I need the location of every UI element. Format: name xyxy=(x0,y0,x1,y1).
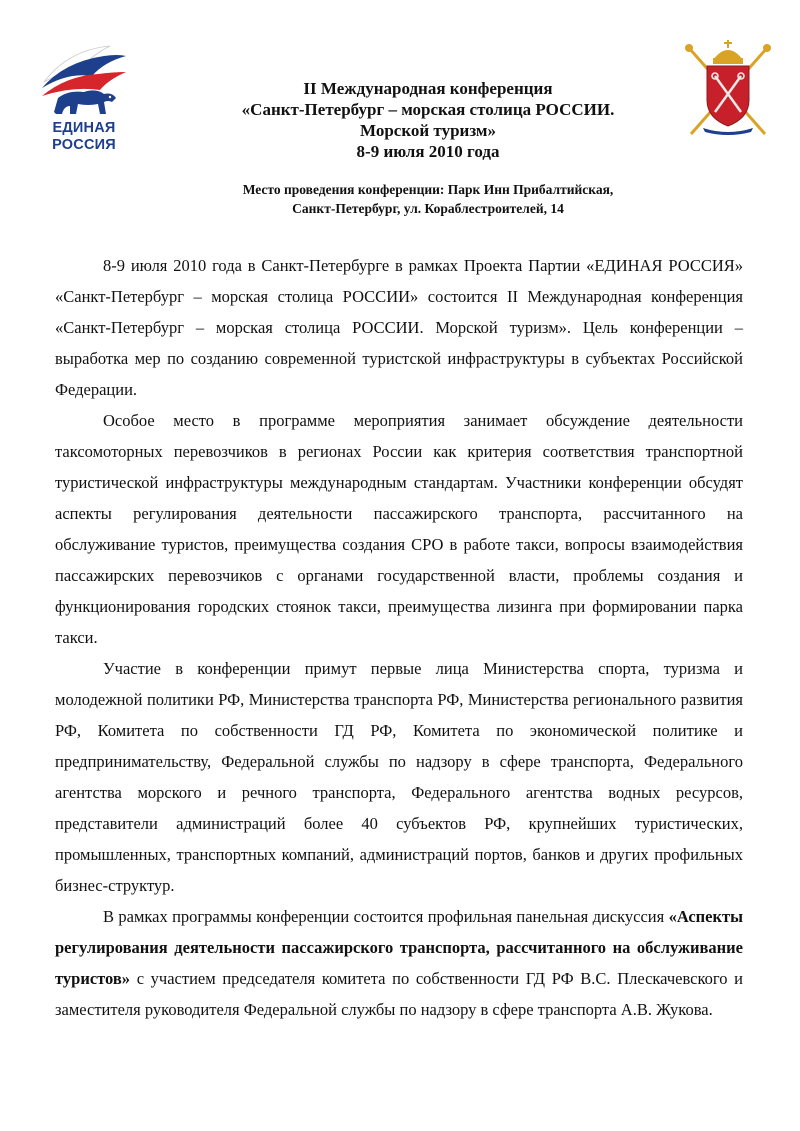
paragraph-4-start: В рамках программы конференции состоится профильная панельная дискуссия xyxy=(103,907,669,926)
paragraph-4-bold: «Аспекты регулирования деятельности пассажирского транспорта, рассчитанного на обслуживание туристов» xyxy=(55,907,743,988)
paragraph-4 xyxy=(55,901,743,1025)
title-line-2: «Санкт-Петербург – морская столица РОССИИ. xyxy=(241,100,615,119)
venue-info xyxy=(150,180,706,218)
paragraph-1: 8-9 июля 2010 года в Санкт-Петербурге в рамках Проекта Партии «ЕДИНАЯ РОССИЯ» «Санкт-Петербург – морская столица РОССИИ» состоится II Международная конференция «Санкт-Петербург – морская столица РОССИИ. Морской туризм». Цель конференции – выработка мер по созданию современной туристской инфраструктуры в субъектах Российской Федерации. xyxy=(55,256,743,399)
paragraph-4-end: с участием председателя комитета по собственности ГД РФ В.С. Плескачевского и заместителя руководителя Федеральной службы по надзору в сфере транспорта А.В. Жукова. xyxy=(55,969,743,1019)
title-line-1: II Международная конференция xyxy=(303,79,553,98)
title-line-4: 8-9 июля 2010 года xyxy=(356,142,500,161)
venue-line-2: Санкт-Петербург, ул. Кораблестроителей, 14 xyxy=(292,201,564,216)
paragraph-3: Участие в конференции примут первые лица Министерства спорта, туризма и молодежной политики РФ, Министерства транспорта РФ, Министерства регионального развития РФ, Комитета по собственности ГД РФ, Комитета по экономической политике и предпринимательству, Федеральной службы по надзору в сфере транспорта, Федерального агентства морского и речного транспорта, Федерального агентства водных ресурсов, представители администраций более 40 субъектов РФ, крупнейших туристических, промышленных, транспортных компаний, администраций портов, банков и других профильных бизнес-структур. xyxy=(55,659,743,895)
venue-line-1: Место проведения конференции: Парк Инн Прибалтийская, xyxy=(242,182,614,197)
body-text xyxy=(55,250,743,1025)
title-line-3: Морской туризм» xyxy=(360,121,496,140)
bear-flag-emblem-icon xyxy=(38,42,130,122)
logo-text-line2: РОССИЯ xyxy=(52,137,116,153)
conference-title xyxy=(150,78,706,162)
edinaya-rossiya-logo xyxy=(38,42,128,152)
logo-text-line1: ЕДИНАЯ xyxy=(52,120,116,136)
paragraph-2: Особое место в программе мероприятия занимает обсуждение деятельности таксомоторных перевозчиков в регионах России как критерия соответствия транспортной туристической инфраструктуры международным стандартам. Участники конференции обсудят аспекты регулирования деятельности пассажирского транспорта, рассчитанного на обслуживание туристов, преимущества создания СРО в работе такси, вопросы взаимодействия пассажирских перевозчиков с органами государственной власти, проблемы создания и функционирования городских стоянок такси, преимущества лизинга при формировании парка такси. xyxy=(55,411,743,647)
